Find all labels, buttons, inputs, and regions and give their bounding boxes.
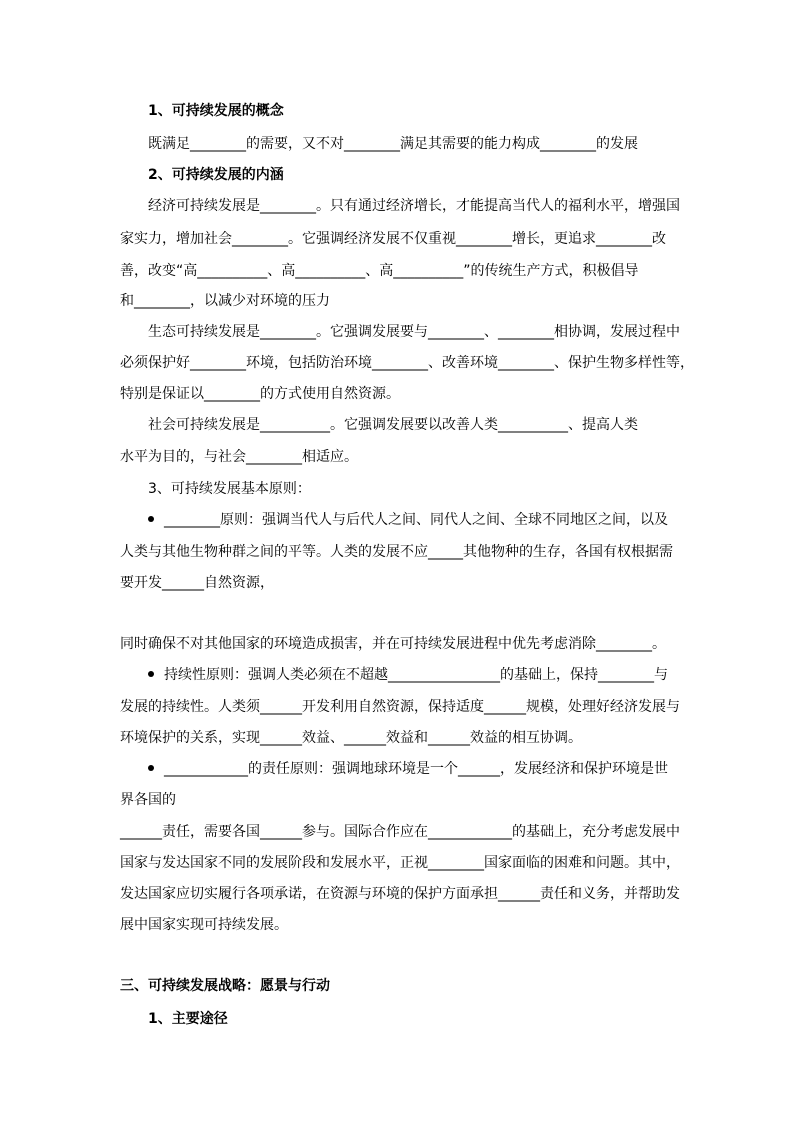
section-heading-approaches: 1、主要途径: [148, 1011, 228, 1027]
paragraph-line: 发展的持续性。人类须______开发利用自然资源，保持适度______规模，处理好经济发展与: [120, 699, 680, 715]
bullet-text: ____________的责任原则：强调地球环境是一个______，发展经济和保护环境是世: [164, 761, 668, 777]
paragraph-line: 国家与发达国家不同的发展阶段和发展水平，正视________国家面临的困难和问题。其中，: [120, 855, 680, 871]
bullet-icon: [148, 671, 154, 677]
section-heading-principles: 3、可持续发展基本原则：: [148, 481, 311, 497]
bullet-icon: [148, 765, 154, 771]
bullet-item: [148, 511, 668, 529]
paragraph-line: 善，改变“高__________、高__________、高__________”的传统生产方式，积极倡导: [120, 263, 639, 279]
paragraph-line: 生态可持续发展是________。它强调发展要与________、________相协调，发展过程中: [148, 324, 680, 340]
section-heading-connotation: 2、可持续发展的内涵: [148, 167, 284, 183]
paragraph-line: 经济可持续发展是________。只有通过经济增长，才能提高当代人的福利水平，增强国: [148, 198, 680, 214]
bullet-icon: [148, 516, 154, 522]
paragraph-line: 发达国家应切实履行各项承诺，在资源与环境的保护方面承担______责任和义务，并帮助发: [120, 886, 680, 902]
paragraph-line: 界各国的: [120, 792, 176, 808]
bullet-item: [148, 760, 668, 778]
bullet-text: ________原则：强调当代人与后代人之间、同代人之间、全球不同地区之间，以及: [164, 512, 668, 528]
bullet-item: [148, 666, 668, 684]
bullet-text: 持续性原则：强调人类必须在不超越________________的基础上，保持________与: [164, 667, 668, 683]
paragraph-line: 必须保护好________环境，包括防治环境________、改善环境________、保护生物多样性等，: [120, 355, 694, 371]
paragraph-line: 家实力，增加社会________。它强调经济发展不仅重视________增长，更追求________改: [120, 231, 666, 247]
paragraph-line: ______责任，需要各国______参与。国际合作应在____________的基础上，充分考虑发展中: [120, 824, 680, 840]
section-heading-concept: 1、可持续发展的概念: [148, 103, 284, 119]
paragraph-line: 既满足________的需要，又不对________满足其需要的能力构成________的发展: [148, 136, 638, 152]
paragraph-line: 环境保护的关系，实现______效益、______效益和______效益的相互协调。: [120, 730, 582, 746]
paragraph-line: 人类与其他生物种群之间的平等。人类的发展不应_____其他物种的生存，各国有权根据需: [120, 544, 673, 560]
paragraph-line: 展中国家实现可持续发展。: [120, 917, 288, 933]
paragraph-line: 社会可持续发展是__________。它强调发展要以改善人类__________、提高人类: [148, 417, 638, 433]
paragraph-line: 水平为目的，与社会________相适应。: [120, 449, 358, 465]
paragraph-line: 要开发______自然资源，: [120, 575, 274, 591]
paragraph-line: 和________，以减少对环境的压力: [120, 293, 330, 309]
paragraph-line: 同时确保不对其他国家的环境造成损害，并在可持续发展进程中优先考虑消除________。: [120, 636, 666, 652]
paragraph-line: 特别是保证以________的方式使用自然资源。: [120, 386, 400, 402]
chapter-heading-strategy: 三、可持续发展战略：愿景与行动: [120, 978, 330, 994]
